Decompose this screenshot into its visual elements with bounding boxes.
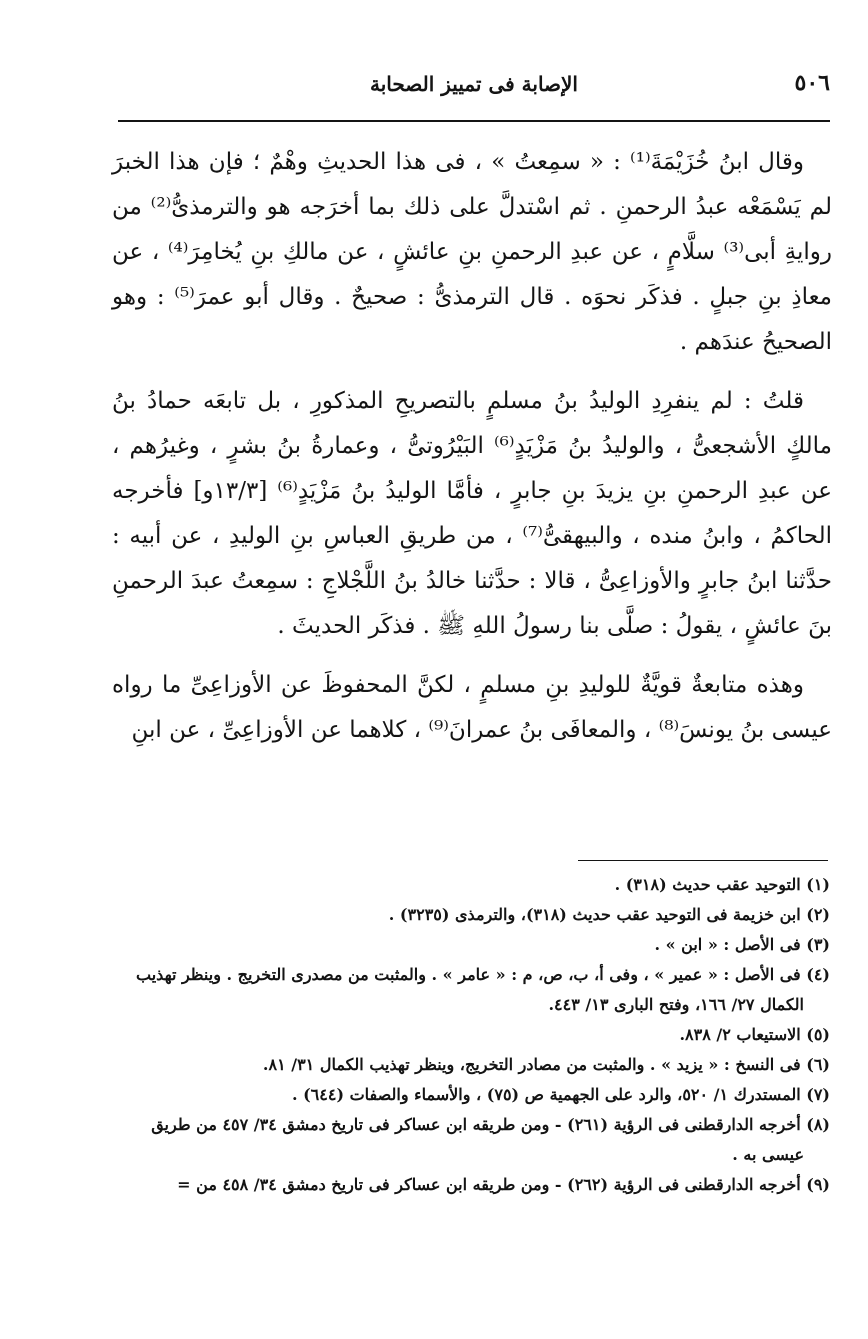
footnote: (٧) المستدرك ١/ ٥٢٠، والرد على الجهمية ص (٧٥) ، والأسماء والصفات (٦٤٤) . bbox=[291, 1085, 830, 1104]
running-title: الإصابة فى تمييز الصحابة bbox=[370, 72, 578, 96]
page-header bbox=[118, 70, 830, 110]
paragraph: وقال ابنُ خُزَيْمَةَ⁽¹⁾ : « سمِعتُ » ، فى هذا الحديثِ وهْمٌ ؛ فإن هذا الخبرَ لم يَسْمَعْه عبدُ الرحمنِ . ثم اسْتدلَّ على ذلك بما أخرَجه هو والترمذىُّ⁽²⁾ من روايةِ أبى⁽³⁾ سلَّامٍ ، عن عبدِ الرحمنِ بنِ عائشٍ ، عن مالكِ بنِ يُخامِرَ⁽⁴⁾ ، عن معاذِ بنِ جبلٍ . فذكَر نحوَه . قال الترمذىُّ : صحيحٌ . وقال أبو عمرَ⁽⁵⁾ : وهو الصحيحُ عندَهم . bbox=[112, 149, 832, 355]
footnote: (١) التوحيد عقب حديث (٣١٨) . bbox=[614, 875, 830, 894]
footnote: (٣) فى الأصل : « ابن » . bbox=[654, 935, 830, 954]
page-number: ٥٠٦ bbox=[794, 70, 830, 96]
paragraph: قلتُ : لم ينفرِدِ الوليدُ بنُ مسلمٍ بالتصريحِ المذكورِ ، بل تابعَه حمادُ بنُ مالكٍ الأشجعىُّ ، والوليدُ بنُ مَزْيَدٍ⁽⁶⁾ البَيْرُوتىُّ ، وعمارةُ بنُ بشرٍ ، وغيرُهم ، عن عبدِ الرحمنِ بنِ يزيدَ بنِ جابرٍ ، فأمَّا الوليدُ بنُ مَزْيَدٍ⁽⁶⁾ [١٣/٣و] فأخرجه الحاكمُ ، وابنُ منده ، والبيهقىُّ⁽⁷⁾ ، من طريقِ العباسِ بنِ الوليدِ ، عن أبيه : حدَّثنا ابنُ جابرٍ والأوزاعِىُّ ، قالا : حدَّثنا خالدُ بنُ اللَّجْلاجِ : سمِعتُ عبدَ الرحمنِ بنَ عائشٍ ، يقولُ : صلَّى بنا رسولُ اللهِ ﷺ . فذكَر الحديثَ . bbox=[112, 388, 832, 639]
footnote: (٨) أخرجه الدارقطنى فى الرؤية (٢٦١) - ومن طريقه ابن عساكر فى تاريخ دمشق ٣٤/ ٤٥٧ من طريق عيسى به . bbox=[151, 1115, 830, 1164]
main-text bbox=[112, 140, 832, 753]
footnote: (٥) الاستيعاب ٢/ ٨٣٨. bbox=[679, 1025, 830, 1044]
paragraph: وهذه متابعةٌ قويَّةٌ للوليدِ بنِ مسلمٍ ، لكنَّ المحفوظَ عن الأوزاعِىِّ ما رواه عيسى بنُ يونسَ⁽⁸⁾ ، والمعافَى بنُ عمرانَ⁽⁹⁾ ، كلاهما عن الأوزاعِىِّ ، عن ابنِ bbox=[112, 672, 832, 743]
footnote: (٩) أخرجه الدارقطنى فى الرؤية (٢٦٢) - ومن طريقه ابن عساكر فى تاريخ دمشق ٣٤/ ٤٥٨ من = bbox=[177, 1175, 830, 1194]
footnote: (٤) فى الأصل : « عمير » ، وفى أ، ب، ص، م : « عامر » . والمثبت من مصدرى التخريج . وينظر تهذيب الكمال ٢٧/ ١٦٦، وفتح البارى ١٣/ ٤٤٣. bbox=[136, 965, 830, 1014]
footnote: (٢) ابن خزيمة فى التوحيد عقب حديث (٣١٨)، والترمذى (٣٢٣٥) . bbox=[388, 905, 830, 924]
footnotes bbox=[126, 870, 830, 1200]
footnote-separator bbox=[578, 860, 828, 861]
header-rule bbox=[118, 120, 830, 122]
footnote: (٦) فى النسخ : « يزيد » . والمثبت من مصادر التخريج، وينظر تهذيب الكمال ٣١/ ٨١. bbox=[262, 1055, 830, 1074]
